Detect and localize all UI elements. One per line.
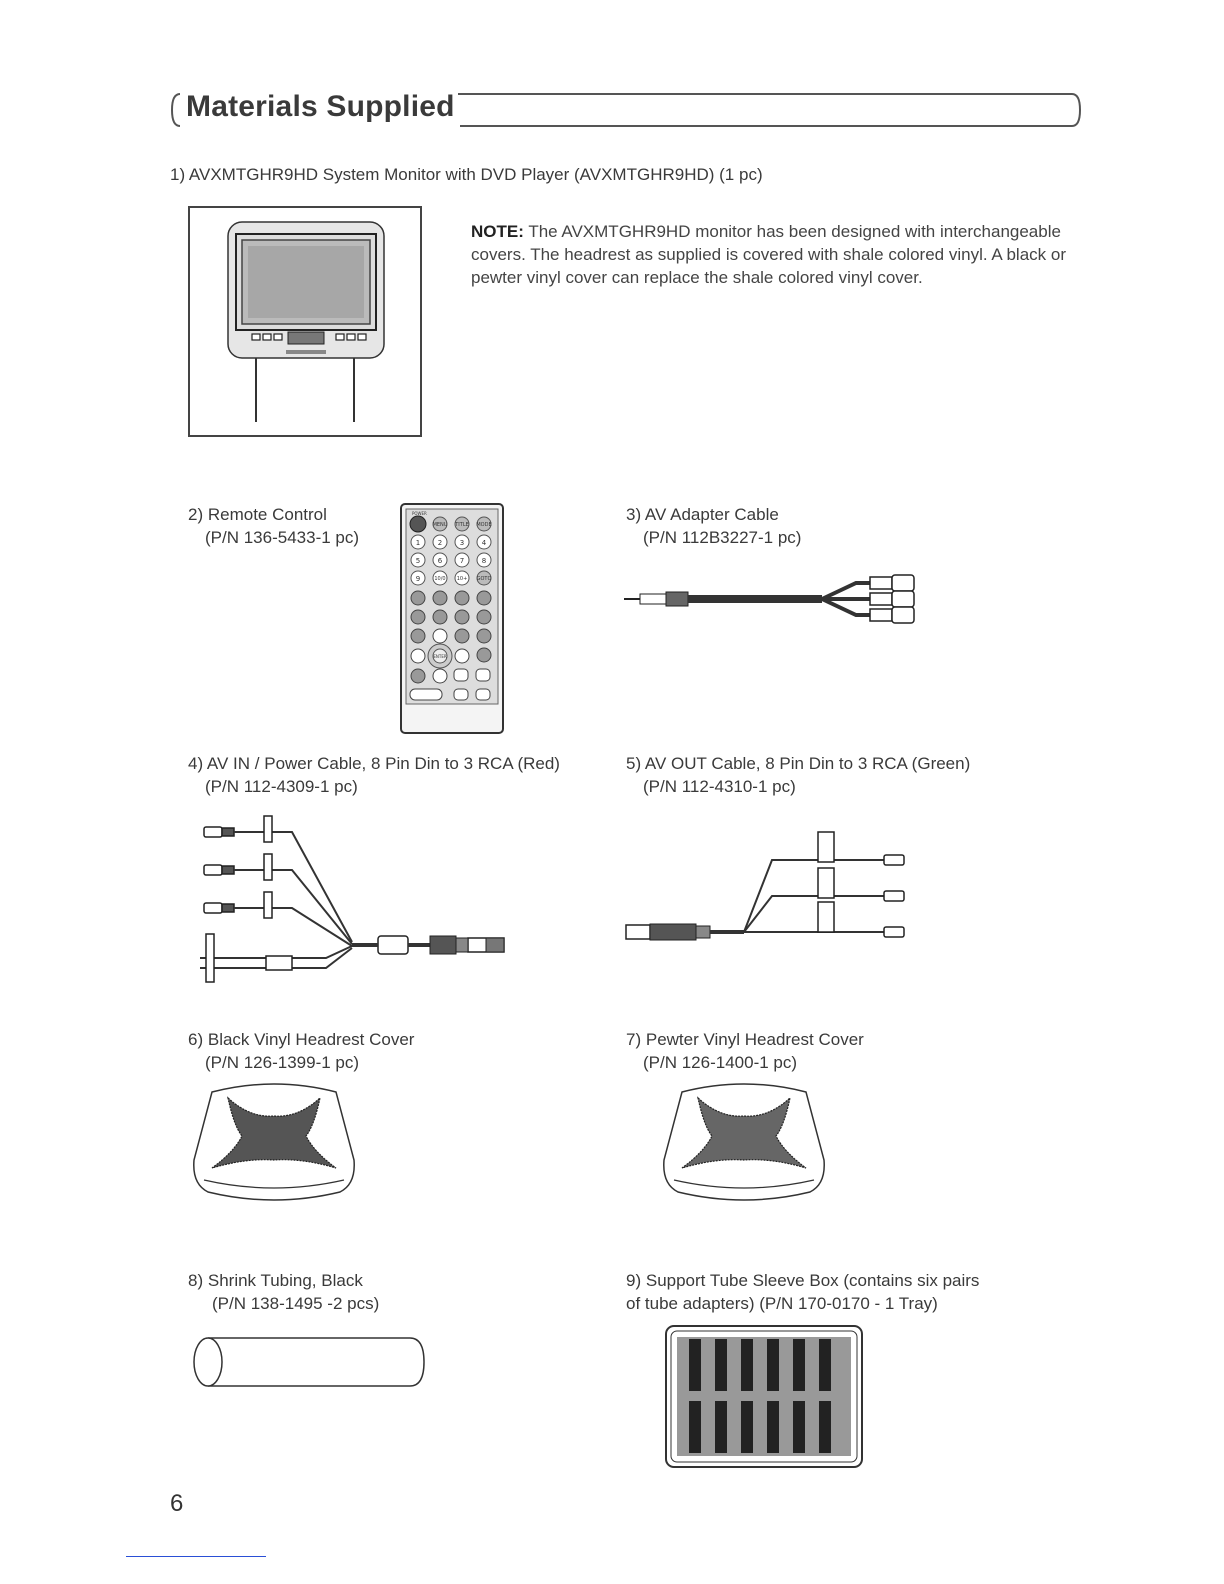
headrest-cover-icon (190, 1080, 358, 1206)
item-5-label (626, 752, 970, 798)
remote-btn-2: 2 (437, 539, 443, 547)
remote-btn-7: 7 (459, 557, 465, 565)
page-number: 6 (170, 1490, 184, 1517)
note-block (471, 220, 1071, 289)
item-part-number: (P/N 112-4309-1 pc) (205, 777, 358, 796)
item-name: Remote Control (207, 505, 327, 524)
item-part-number: (P/N 136-5433-1 pc) (205, 528, 360, 547)
item-name: Shrink Tubing, Black (207, 1271, 363, 1290)
item-name: Support Tube Sleeve Box (contains six pairs (645, 1271, 980, 1290)
sleeve-tray-icon (665, 1325, 863, 1469)
remote-btn-10-plus: 10+ (456, 576, 468, 582)
item-number: 9) (626, 1271, 642, 1290)
shrink-tubing-icon (190, 1334, 430, 1390)
av-in-power-cable-image (196, 812, 516, 989)
av-adapter-cable-image (620, 568, 930, 635)
item-6-label (188, 1028, 414, 1074)
section-header (170, 92, 1082, 128)
item-number: 2) (188, 505, 204, 524)
remote-control-icon (400, 503, 504, 735)
item-name: AV IN / Power Cable, 8 Pin Din to 3 RCA (Red) (206, 754, 560, 773)
item-number: 5) (626, 754, 642, 773)
remote-control-image (400, 503, 504, 740)
item-number: 4) (188, 754, 204, 773)
headrest-monitor-icon (190, 208, 420, 435)
item-number: 6) (188, 1030, 204, 1049)
remote-btn-9: 9 (415, 575, 421, 583)
remote-btn-1: 1 (415, 539, 421, 547)
remote-btn-3: 3 (459, 539, 465, 547)
item-name: AVXMTGHR9HD System Monitor with DVD Player (AVXMTGHR9HD) (1 pc) (188, 165, 763, 184)
item-part-number: (P/N 112B3227-1 pc) (643, 528, 802, 547)
item-name: Pewter Vinyl Headrest Cover (645, 1030, 864, 1049)
remote-btn-mode: MODE (476, 522, 492, 528)
item-part-number: (P/N 112-4310-1 pc) (643, 777, 796, 796)
item-4-label (188, 752, 560, 798)
remote-power-button (410, 516, 426, 532)
remote-power-text: POWER (412, 511, 427, 516)
black-headrest-cover-image (190, 1080, 358, 1211)
item-8-label (188, 1269, 379, 1315)
section-title: Materials Supplied (186, 90, 455, 123)
remote-btn-goto: GOTO (476, 576, 492, 582)
remote-btn-menu: MENU (432, 522, 448, 528)
av-out-cable-icon (622, 828, 914, 946)
monitor-image (188, 206, 422, 437)
remote-btn-10-0: 10/0 (434, 576, 446, 582)
item-part-number: of tube adapters) (P/N 170-0170 - 1 Tray) (626, 1294, 938, 1313)
item-part-number: (P/N 138-1495 -2 pcs) (212, 1294, 380, 1313)
remote-enter-text: ENTER (433, 654, 447, 659)
shrink-tubing-image (190, 1334, 430, 1395)
item-number: 7) (626, 1030, 642, 1049)
av-adapter-cable-icon (620, 568, 930, 630)
av-out-cable-image (622, 828, 914, 951)
item-number: 8) (188, 1271, 204, 1290)
item-name: Black Vinyl Headrest Cover (207, 1030, 415, 1049)
pewter-headrest-cover-image (660, 1080, 828, 1211)
note-text: The AVXMTGHR9HD monitor has been designed with interchangeable covers. The headrest as supplied is covered with shale colored vinyl. A black or pewter vinyl cover can replace the shale colored vinyl cover. (471, 222, 1066, 287)
support-tube-sleeve-box-image (665, 1325, 863, 1474)
item-part-number: (P/N 126-1400-1 pc) (643, 1053, 798, 1072)
av-in-power-cable-icon (196, 812, 516, 984)
item-number: 3) (626, 505, 642, 524)
item-name: AV Adapter Cable (644, 505, 779, 524)
item-9-label (626, 1269, 979, 1315)
footer-divider (126, 1556, 266, 1557)
headrest-cover-icon (660, 1080, 828, 1206)
remote-btn-5: 5 (415, 557, 421, 565)
item-1-label (170, 163, 763, 186)
item-2-label (188, 503, 359, 549)
item-3-label (626, 503, 801, 549)
item-name: AV OUT Cable, 8 Pin Din to 3 RCA (Green) (644, 754, 971, 773)
remote-btn-6: 6 (437, 557, 443, 565)
item-7-label (626, 1028, 864, 1074)
note-label: NOTE: (471, 222, 524, 241)
remote-btn-title: TITLE (455, 522, 469, 528)
remote-btn-4: 4 (481, 539, 487, 547)
item-number: 1) (170, 165, 186, 184)
item-part-number: (P/N 126-1399-1 pc) (205, 1053, 360, 1072)
remote-btn-8: 8 (481, 557, 487, 565)
